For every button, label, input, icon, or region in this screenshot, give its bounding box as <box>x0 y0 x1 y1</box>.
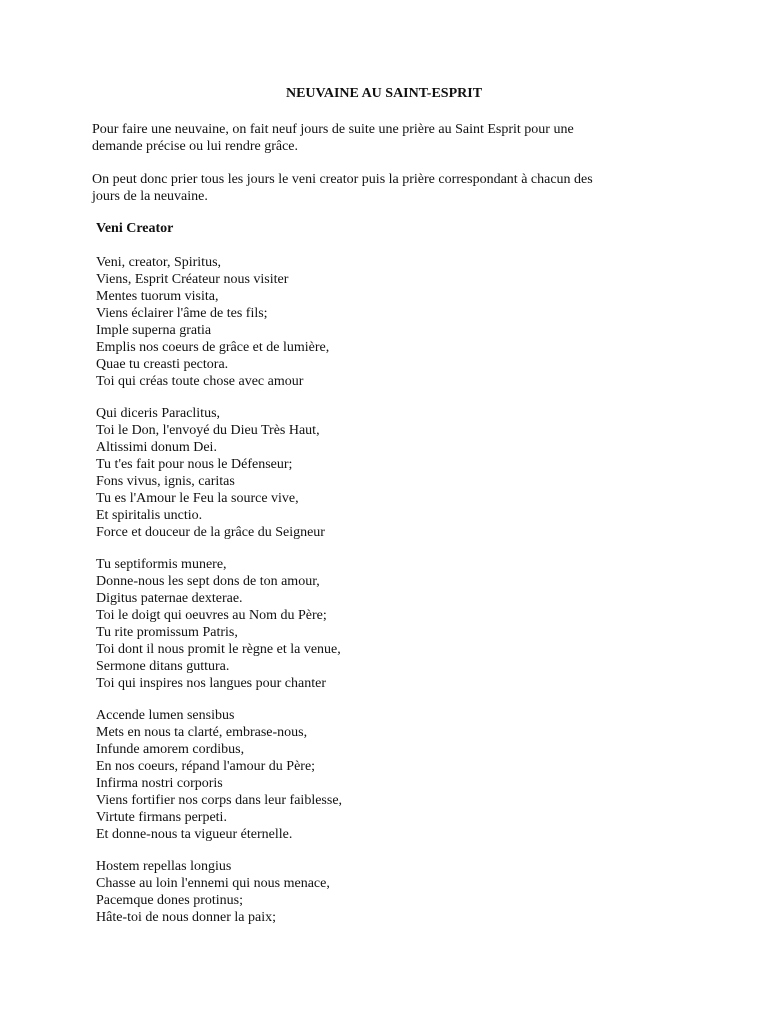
verse-line: Virtute firmans perpeti. <box>96 810 227 825</box>
text-line: Pour faire une neuvaine, on fait neuf jours de suite une prière au Saint Esprit pour une <box>92 122 574 137</box>
verse-line: Viens, Esprit Créateur nous visiter <box>96 272 289 287</box>
verse-line: Hostem repellas longius <box>96 859 232 874</box>
stanza-4 <box>96 707 596 843</box>
verse-line: Hâte-toi de nous donner la paix; <box>96 910 277 925</box>
verse-line: Et spiritalis unctio. <box>96 508 203 523</box>
verse-line: Donne-nous les sept dons de ton amour, <box>96 574 320 589</box>
verse-line: Chasse au loin l'ennemi qui nous menace, <box>96 876 330 891</box>
intro-paragraph-1 <box>92 121 692 155</box>
verse-line: Viens fortifier nos corps dans leur faiblesse, <box>96 793 343 808</box>
verse-line: Altissimi donum Dei. <box>96 440 217 455</box>
text-line: On peut donc prier tous les jours le veni creator puis la prière correspondant à chacun des <box>92 172 593 187</box>
verse-line: Imple superna gratia <box>96 323 212 338</box>
verse-line: Tu rite promissum Patris, <box>96 625 238 640</box>
verse-line: Infunde amorem cordibus, <box>96 742 245 757</box>
stanza-5 <box>96 858 596 926</box>
verse-line: Quae tu creasti pectora. <box>96 357 229 372</box>
verse-line: Pacemque dones protinus; <box>96 893 243 908</box>
verse-line: Toi le doigt qui oeuvres au Nom du Père; <box>96 608 327 623</box>
stanza-3 <box>96 556 596 692</box>
verse-line: Tu es l'Amour le Feu la source vive, <box>96 491 299 506</box>
verse-line: Mentes tuorum visita, <box>96 289 219 304</box>
verse-line: Fons vivus, ignis, caritas <box>96 474 235 489</box>
verse-line: Toi dont il nous promit le règne et la venue, <box>96 642 341 657</box>
text-line: demande précise ou lui rendre grâce. <box>92 139 299 154</box>
verse-line: Digitus paternae dexterae. <box>96 591 243 606</box>
text-line: jours de la neuvaine. <box>92 189 208 204</box>
intro-paragraph-2 <box>92 171 692 205</box>
verse-line: Toi qui créas toute chose avec amour <box>96 374 304 389</box>
verse-line: Veni, creator, Spiritus, <box>96 255 222 270</box>
verse-line: Mets en nous ta clarté, embrase-nous, <box>96 725 308 740</box>
verse-line: Et donne-nous ta vigueur éternelle. <box>96 827 293 842</box>
verse-line: Infirma nostri corporis <box>96 776 223 791</box>
verse-line: Accende lumen sensibus <box>96 708 235 723</box>
verse-line: Sermone ditans guttura. <box>96 659 230 674</box>
verse-line: Force et douceur de la grâce du Seigneur <box>96 525 325 540</box>
verse-line: Emplis nos coeurs de grâce et de lumière, <box>96 340 330 355</box>
verse-line: Toi qui inspires nos langues pour chanter <box>96 676 326 691</box>
verse-line: Toi le Don, l'envoyé du Dieu Très Haut, <box>96 423 320 438</box>
verse-line: En nos coeurs, répand l'amour du Père; <box>96 759 316 774</box>
section-heading: Veni Creator <box>96 221 174 236</box>
verse-line: Viens éclairer l'âme de tes fils; <box>96 306 268 321</box>
verse-line: Tu t'es fait pour nous le Défenseur; <box>96 457 293 472</box>
page-title: NEUVAINE AU SAINT-ESPRIT <box>285 86 483 101</box>
verse-line: Tu septiformis munere, <box>96 557 227 572</box>
stanza-1 <box>96 254 596 390</box>
verse-line: Qui diceris Paraclitus, <box>96 406 221 421</box>
stanza-2 <box>96 405 596 541</box>
